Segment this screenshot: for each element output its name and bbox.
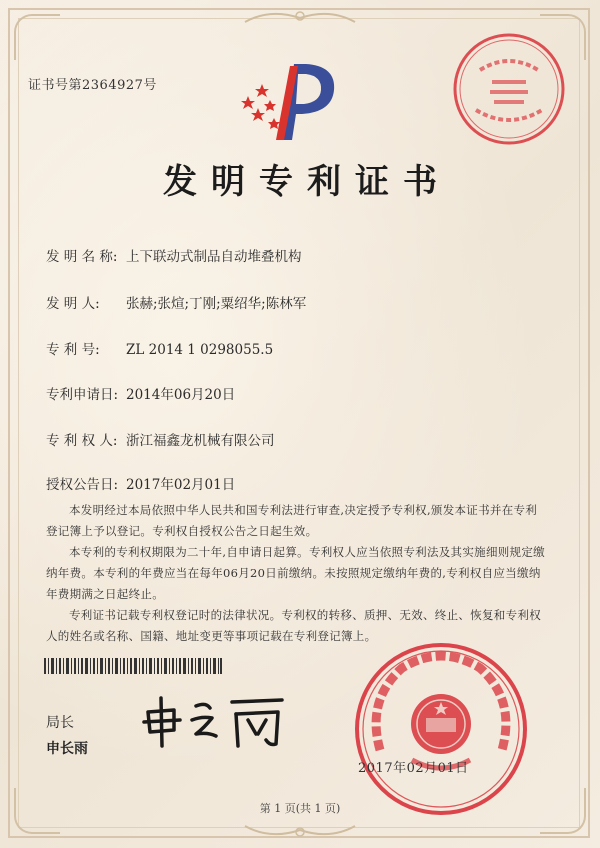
application-date-field [46,383,235,403]
national-seal-stamp-icon [352,640,530,818]
field-value: ZL 2014 1 0298055.5 [126,342,274,358]
body-paragraph: 专利证书记载专利权登记时的法律状况。专利权的转移、质押、无效、终止、恢复和专利权人的姓名或名称、国籍、地址变更等事项记载在专利登记簿上。 [46,608,541,643]
field-label: 专利申请日: [46,387,119,403]
director-signature-icon [140,690,290,750]
invention-name-field [46,245,302,265]
field-value: 张赫;张煊;丁刚;粟绍华;陈林军 [126,296,307,312]
patent-office-emblem-icon [236,56,346,146]
field-value: 2014年06月20日 [126,387,236,403]
barcode-icon [44,658,222,674]
agency-seal-stamp-icon [450,30,568,148]
field-label: 授权公告日: [46,477,119,493]
page-footer: 第 1 页(共 1 页) [259,802,341,815]
certificate-body-text [46,500,546,647]
top-border-ornament [240,6,360,28]
field-label: 专 利 权 人: [46,433,118,449]
director-name: 申长雨 [46,741,88,757]
patentee-field [46,429,275,449]
patent-number-field [46,338,273,358]
certificate-title: 发明专利证书 [163,162,451,202]
field-label: 专 利 号: [46,342,100,358]
field-value: 2017年02月01日 [126,477,236,493]
body-paragraph: 本发明经过本局依照中华人民共和国专利法进行审查,决定授予专利权,颁发本证书并在专利登记簿上予以登记。专利权自授权公告之日起生效。 [46,503,538,538]
field-value: 浙江福鑫龙机械有限公司 [126,433,275,449]
field-value: 上下联动式制品自动堆叠机构 [126,249,302,265]
field-label: 发 明 名 称: [46,249,118,265]
certificate-number: 证书号第2364927号 [28,78,157,93]
seal-date: 2017年02月01日 [358,761,469,776]
body-paragraph: 本专利的专利权期限为二十年,自申请日起算。专利权人应当依照专利法及其实施细则规定缴纳年费。本专利的年费应当在每年06月20日前缴纳。未按照规定缴纳年费的,专利权自应当缴纳年费期满之日起终止。 [46,545,545,601]
inventors-field [46,292,306,312]
corner-ornament [14,14,60,60]
director-title: 局长 [46,715,74,731]
bottom-border-ornament [240,820,360,842]
field-label: 发 明 人: [46,296,100,312]
announcement-date-field [46,473,235,493]
